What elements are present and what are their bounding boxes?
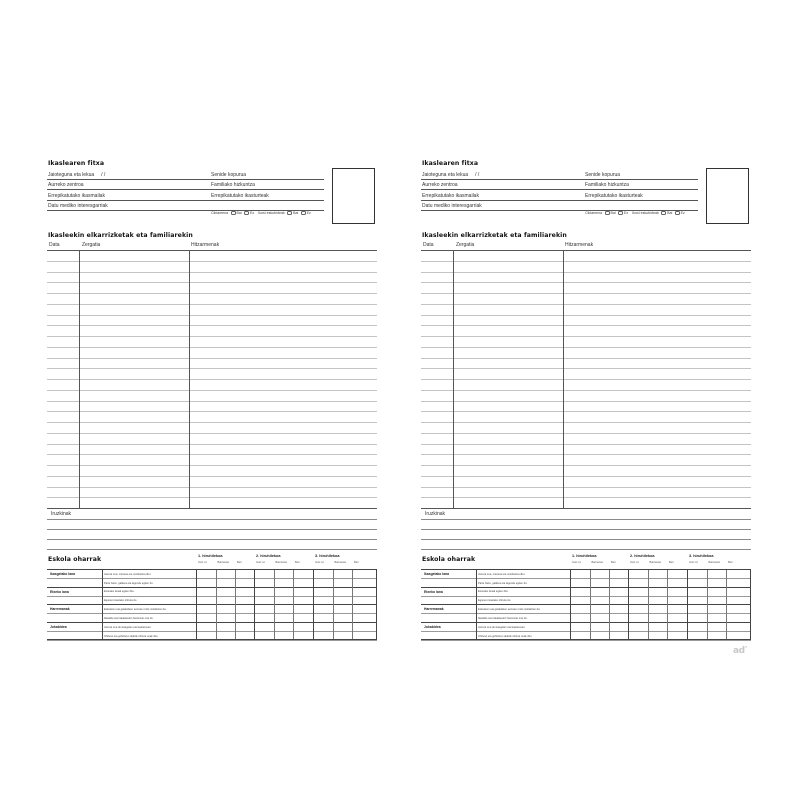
repeated-years-label: Errepikatutako ikasturteak: [585, 192, 643, 199]
notes-column-divider: [648, 570, 649, 639]
term-header: 1. hiruhilekoa: [198, 554, 223, 558]
notes-category: Ikasgelako lana: [424, 572, 450, 576]
notes-column-divider: [235, 570, 236, 639]
remarks-area[interactable]: [47, 508, 377, 548]
notes-column-divider: [570, 570, 571, 639]
scale-label: Batzuetan: [649, 561, 662, 564]
notes-row[interactable]: [421, 597, 751, 606]
notes-column-divider: [726, 570, 727, 639]
notes-item: Etxerako lanak egiten ditu.: [478, 590, 509, 594]
col-agreements-header: Hitzarmenak: [191, 242, 220, 248]
notes-item: Parte hartu, galdera eta lagundu egiten du.: [104, 581, 154, 585]
term-header: 2. hiruhilekoa: [630, 554, 655, 558]
notes-item: Ohiturei eta gehitzeun aldetik ohitura onak ditu.: [478, 634, 533, 638]
interviews-table[interactable]: [47, 250, 377, 508]
notes-row[interactable]: [421, 605, 751, 614]
notes-column-divider: [609, 570, 610, 639]
col-reason-header: Zergatia: [456, 242, 475, 248]
scale-label: Inoiz ez: [198, 561, 207, 564]
notes-column-divider: [254, 570, 255, 639]
term-header: 3. hiruhilekoa: [689, 554, 714, 558]
scale-label: Beti: [354, 561, 359, 564]
previous-school-label: Aurreko zentroa: [48, 182, 84, 188]
remarks-line: [421, 539, 751, 540]
notes-item: Egunero ikasteko ohitura du.: [478, 599, 512, 603]
remarks-label: Iruzkinak: [425, 511, 446, 517]
notes-row[interactable]: [421, 632, 751, 641]
family-language-label: Familiako hizkuntza: [211, 182, 255, 188]
info-row[interactable]: [47, 190, 324, 201]
checkbox-ciktamena-no[interactable]: [618, 211, 623, 215]
check-options: Ciktamena Bai Ez Ikusi eskubideak Bai Ez: [211, 211, 311, 215]
notes-category: Ikasgelako lana: [50, 572, 76, 576]
info-row[interactable]: [421, 190, 698, 201]
photo-box[interactable]: [332, 168, 375, 224]
scale-label: Inoiz ez: [630, 561, 639, 564]
notes-row[interactable]: [47, 570, 377, 579]
scale-label: Batzuetan: [275, 561, 288, 564]
interviews-table[interactable]: [421, 250, 751, 508]
interviews-title: Ikasleekin elkarrizketak eta familiarekin: [48, 232, 193, 239]
previous-school-label: Aurreko zentroa: [422, 182, 458, 188]
remarks-area[interactable]: [421, 508, 751, 548]
notes-column-divider: [476, 570, 477, 639]
notes-item: Eskolaren eta gelakideen aurrean ondo moldatzen da.: [478, 608, 541, 612]
checkbox-rights-no[interactable]: [675, 211, 680, 215]
scale-label: Inoiz ez: [256, 561, 265, 564]
notes-column-divider: [687, 570, 688, 639]
medical-data-label: Datu mediko interesgarriak: [422, 203, 482, 209]
notes-item: Ikaskide eta irakasleekin harreman ona du.: [104, 616, 154, 620]
notes-item: Ohiturei eta gehitzeun aldetik ohitura onak ditu.: [104, 634, 159, 638]
student-card: [47, 158, 377, 226]
student-card-title: Ikaslearen fitxa: [48, 160, 105, 167]
notes-row[interactable]: [47, 588, 377, 597]
info-row[interactable]: [47, 169, 324, 180]
remarks-line: [421, 549, 751, 550]
notes-column-divider: [667, 570, 668, 639]
notes-item: Parte hartu, galdera eta lagundu egiten du.: [478, 581, 528, 585]
notes-column-divider: [750, 570, 751, 639]
info-row[interactable]: [47, 201, 324, 212]
remarks-label: Iruzkinak: [51, 511, 72, 517]
notes-item: Jarrera ona, interesa eta motibazioa ditu.: [104, 572, 152, 576]
school-notes-table[interactable]: [421, 569, 751, 640]
notes-category: Jokabidea: [424, 625, 441, 630]
notes-item: Jarrera ona du ikasgelan eta ikastetxean.: [478, 625, 526, 629]
notes-column-divider: [707, 570, 708, 639]
notes-item: Ikaskide eta irakasleekin harreman ona du.: [478, 616, 528, 620]
school-notes-table[interactable]: [47, 569, 377, 640]
info-row[interactable]: [47, 180, 324, 191]
checkbox-ciktamena-no[interactable]: [244, 211, 249, 215]
siblings-field-label: Senide kopurua: [211, 171, 247, 178]
remarks-line: [47, 549, 377, 550]
notes-column-divider: [628, 570, 629, 639]
notes-row[interactable]: [47, 623, 377, 632]
notes-category: Harremanak: [50, 607, 70, 612]
column-divider: [563, 251, 564, 508]
scale-label: Beti: [295, 561, 300, 564]
notes-column-divider: [274, 570, 275, 639]
scale-label: Batzuetan: [708, 561, 721, 564]
notes-category: Jokabidea: [50, 625, 67, 630]
notes-column-divider: [216, 570, 217, 639]
checkbox-ciktamena-yes[interactable]: [231, 211, 236, 215]
col-date-header: Data: [49, 242, 60, 248]
notes-row[interactable]: [47, 597, 377, 606]
school-notes-title: Eskola oharrak: [422, 556, 476, 563]
remarks-line: [47, 539, 377, 540]
col-agreements-header: Hitzarmenak: [565, 242, 594, 248]
scale-label: Beti: [611, 561, 616, 564]
checkbox-rights-yes[interactable]: [287, 211, 292, 215]
notes-item: Egunero ikasteko ohitura du.: [104, 599, 138, 603]
notes-column-divider: [293, 570, 294, 639]
notes-item: Jarrera ona du ikasgelan eta ikastetxean.: [104, 625, 152, 629]
notes-column-divider: [102, 570, 103, 639]
student-info-fields: [421, 169, 698, 211]
student-card: [421, 158, 751, 226]
col-date-header: Data: [423, 242, 434, 248]
notes-column-divider: [352, 570, 353, 639]
term-header: 1. hiruhilekoa: [572, 554, 597, 558]
notes-column-divider: [196, 570, 197, 639]
interviews-title: Ikasleekin elkarrizketak eta familiarekin: [422, 232, 567, 239]
repeated-grades-label: Errepikatutako ikasmailak: [48, 192, 105, 199]
school-notes-title: Eskola oharrak: [48, 556, 102, 563]
notes-row[interactable]: [47, 614, 377, 623]
scale-label: Beti: [728, 561, 733, 564]
notes-row[interactable]: [47, 579, 377, 588]
birth-field-label: Jaioteguna eta lekua / /: [422, 171, 480, 178]
notes-item: Etxerako lanak egiten ditu.: [104, 590, 135, 594]
siblings-field-label: Senide kopurua: [585, 171, 621, 178]
scale-label: Batzuetan: [217, 561, 230, 564]
medical-data-label: Datu mediko interesgarriak: [48, 203, 108, 209]
column-divider: [453, 251, 454, 508]
notes-column-divider: [313, 570, 314, 639]
notes-column-divider: [376, 570, 377, 639]
family-language-label: Familiako hizkuntza: [585, 182, 629, 188]
notes-row[interactable]: [421, 614, 751, 623]
repeated-years-label: Errepikatutako ikasturteak: [211, 192, 269, 199]
photo-box[interactable]: [706, 168, 749, 224]
notes-row[interactable]: [47, 605, 377, 614]
scale-label: Batzuetan: [334, 561, 347, 564]
notes-row[interactable]: [421, 579, 751, 588]
notes-row[interactable]: [47, 632, 377, 641]
notes-row[interactable]: [421, 570, 751, 579]
checkbox-rights-no[interactable]: [301, 211, 306, 215]
scale-label: Beti: [669, 561, 674, 564]
checkbox-rights-yes[interactable]: [661, 211, 666, 215]
student-info-fields: [47, 169, 324, 211]
info-row[interactable]: [421, 201, 698, 212]
notes-row[interactable]: [421, 623, 751, 632]
student-card-title: Ikaslearen fitxa: [422, 160, 479, 167]
column-divider: [189, 251, 190, 508]
remarks-line: [47, 519, 377, 520]
scale-label: Inoiz ez: [315, 561, 324, 564]
notes-category: Etxeko lana: [424, 589, 443, 594]
scale-label: Inoiz ez: [689, 561, 698, 564]
term-header: 3. hiruhilekoa: [315, 554, 340, 558]
notes-category: Harremanak: [424, 607, 444, 612]
repeated-grades-label: Errepikatutako ikasmailak: [422, 192, 479, 199]
remarks-line: [47, 529, 377, 530]
checkbox-ciktamena-yes[interactable]: [605, 211, 610, 215]
remarks-line: [421, 529, 751, 530]
notes-column-divider: [333, 570, 334, 639]
info-row[interactable]: [421, 169, 698, 180]
col-reason-header: Zergatia: [82, 242, 101, 248]
info-row[interactable]: [421, 180, 698, 191]
brand-logo: ad®: [733, 645, 748, 656]
check-options: Ciktamena Bai Ez Ikusi eskubideak Bai Ez: [585, 211, 685, 215]
remarks-line: [421, 519, 751, 520]
column-divider: [79, 251, 80, 508]
notes-category: Etxeko lana: [50, 589, 69, 594]
notes-item: Jarrera ona, interesa eta motibazioa ditu.: [478, 572, 526, 576]
term-header: 2. hiruhilekoa: [256, 554, 281, 558]
scale-label: Inoiz ez: [572, 561, 581, 564]
scale-label: Beti: [237, 561, 242, 564]
notes-column-divider: [590, 570, 591, 639]
notes-row[interactable]: [421, 588, 751, 597]
birth-field-label: Jaioteguna eta lekua / /: [48, 171, 106, 178]
notes-item: Eskolaren eta gelakideen aurrean ondo moldatzen da.: [104, 608, 167, 612]
scale-label: Batzuetan: [591, 561, 604, 564]
